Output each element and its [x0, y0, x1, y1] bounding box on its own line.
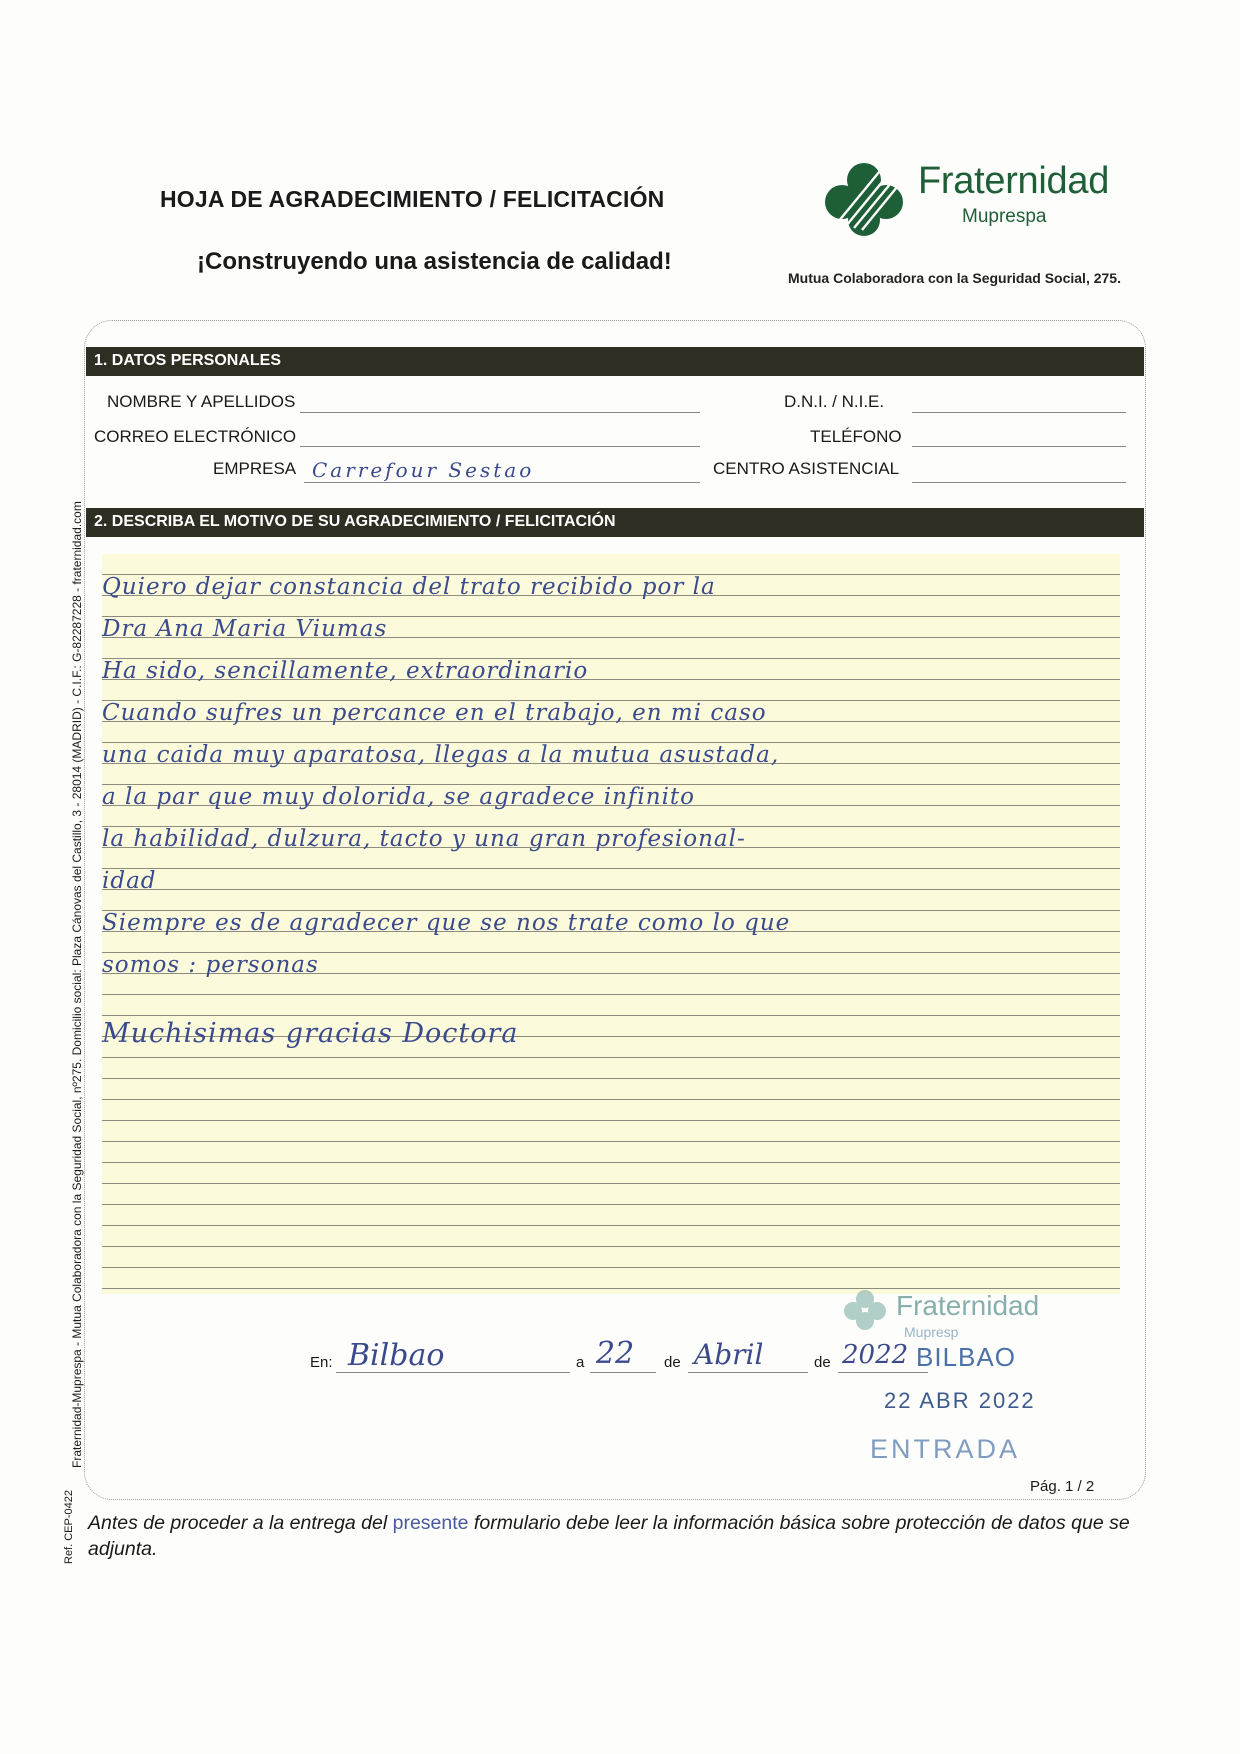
stamp-city: BILBAO [916, 1342, 1016, 1372]
month-field[interactable] [688, 1372, 808, 1373]
message-line: la habilidad, dulzura, tacto y una gran profesional- [102, 826, 746, 852]
dni-label: D.N.I. / N.I.E. [784, 392, 885, 411]
reference-code: Ref. CEP-0422 [63, 1490, 75, 1564]
year-label: de [814, 1354, 831, 1371]
stamp-date: 22 ABR 2022 [884, 1388, 1036, 1413]
message-line: a la par que muy dolorida, se agradece infinito [102, 784, 696, 810]
dni-field[interactable] [912, 412, 1126, 413]
day-value: 22 [596, 1336, 635, 1371]
place-value: Bilbao [348, 1338, 445, 1373]
brand-name: Fraternidad [918, 160, 1110, 202]
section-personal-data-header [86, 347, 1144, 376]
email-field[interactable] [300, 446, 700, 447]
section-reason-title: 2. DESCRIBA EL MOTIVO DE SU AGRADECIMIENTO / FELICITACIÓN [94, 513, 616, 530]
stamp-clover-icon [836, 1288, 894, 1332]
message-line: somos : personas [102, 952, 319, 978]
section-reason-header [86, 508, 1144, 537]
day-field[interactable] [590, 1372, 656, 1373]
brand-tagline: Mutua Colaboradora con la Seguridad Social, 275. [788, 270, 1121, 286]
legal-side-text: Fraternidad-Muprespa - Mutua Colaboradora con la Seguridad Social, nº275. Domicilio social: Plaza Cánovas del Castillo, 3 - 28014 (MADRID) - C.I.F.: G-82287228 - fraternidad.com [70, 501, 84, 1468]
company-field[interactable] [304, 482, 700, 483]
message-line: idad [102, 868, 157, 894]
message-line: Quiero dejar constancia del trato recibido por la [102, 574, 716, 600]
year-value: 2022 [842, 1340, 909, 1370]
month-label: de [664, 1354, 681, 1371]
day-label: a [576, 1354, 585, 1371]
month-value: Abril [694, 1338, 764, 1371]
privacy-text-start: Antes de proceder a la entrega del [88, 1512, 393, 1534]
message-line: Siempre es de agradecer que se nos trate como lo que [102, 910, 791, 936]
company-value: Carrefour Sestao [312, 458, 535, 482]
privacy-text-end: formulario debe leer la información básica sobre protección de datos que se adjunta. [88, 1512, 1130, 1560]
slogan: ¡Construyendo una asistencia de calidad! [197, 248, 672, 275]
company-label: EMPRESA [213, 459, 297, 478]
section-personal-data-title: 1. DATOS PERSONALES [94, 352, 281, 369]
phone-field[interactable] [912, 446, 1126, 447]
privacy-text-highlight: presente [392, 1512, 469, 1534]
email-label: CORREO ELECTRÓNICO [94, 427, 297, 446]
stamp-brand: Fraternidad [896, 1290, 1040, 1321]
message-line: Cuando sufres un percance en el trabajo, en mi caso [102, 700, 767, 726]
name-label: NOMBRE Y APELLIDOS [107, 392, 296, 411]
message-line: una caida muy aparatosa, llegas a la mutua asustada, [102, 742, 780, 768]
message-line: Ha sido, sencillamente, extraordinario [102, 658, 589, 684]
phone-label: TELÉFONO [810, 427, 902, 446]
message-line: Muchisimas gracias Doctora [102, 1018, 519, 1049]
message-line: Dra Ana Maria Viumas [102, 616, 388, 642]
center-label: CENTRO ASISTENCIAL [713, 459, 900, 478]
name-field[interactable] [300, 412, 700, 413]
center-field[interactable] [912, 482, 1126, 483]
privacy-notice [88, 1510, 1158, 1562]
year-field[interactable] [838, 1372, 928, 1373]
clover-logo-icon [812, 160, 916, 238]
stamp-entry: ENTRADA [870, 1434, 1021, 1464]
brand-subname: Muprespa [962, 206, 1047, 227]
stamp-subname: Mupresp [904, 1324, 959, 1340]
document-title: HOJA DE AGRADECIMIENTO / FELICITACIÓN [160, 186, 665, 212]
place-label: En: [310, 1354, 333, 1371]
page-number: Pág. 1 / 2 [1030, 1478, 1095, 1495]
